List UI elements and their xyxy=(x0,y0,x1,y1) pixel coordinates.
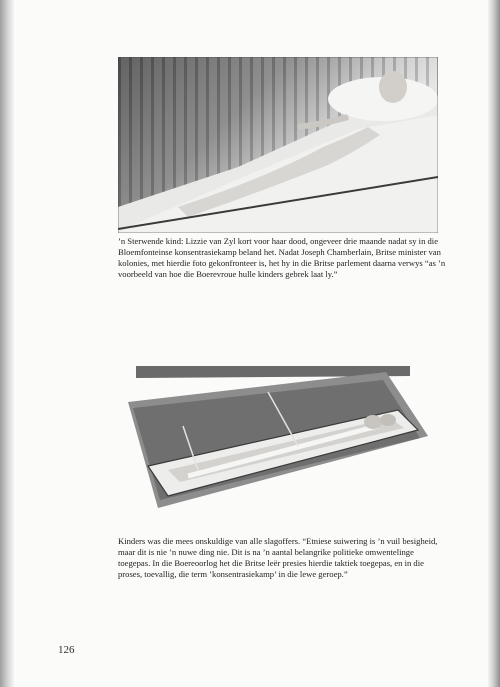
photo-coffin xyxy=(128,366,428,516)
caption-dying-child: ’n Sterwende kind: Lizzie van Zyl kort voor haar dood, ongeveer drie maande nadat sy in die Bloemfonteinse konsentrasiekamp beland het. Nadat Joseph Chamberlain, Britse minister van kolonies, met hierdie foto gekonfronteer is, het hy in die Britse parlement daarna verwys “as ’n voorbeeld van hoe die Boerevroue hulle kinders gebrek laat ly.” xyxy=(118,236,446,279)
page-number: 126 xyxy=(58,644,75,656)
photo-dying-child xyxy=(118,57,438,233)
photo-dying-child-image xyxy=(118,57,438,233)
photo-coffin-image xyxy=(128,366,428,516)
caption-children-victims: Kinders was die mees onskuldige van alle slagoffers. “Etniese suiwering is ’n vuil besigheid, maar dit is nie ’n nuwe ding nie. Dit is na ’n aantal belangrike politieke omwentelinge toegepas. In die Boereoorlog het die Britse leër presies hierdie taktiek toegepas, en in die proses, toevallig, die term ’konsentrasiekamp’ in die lewe geroep.” xyxy=(118,536,438,579)
page-gutter-left xyxy=(0,0,14,687)
page-edge-right xyxy=(488,0,500,687)
